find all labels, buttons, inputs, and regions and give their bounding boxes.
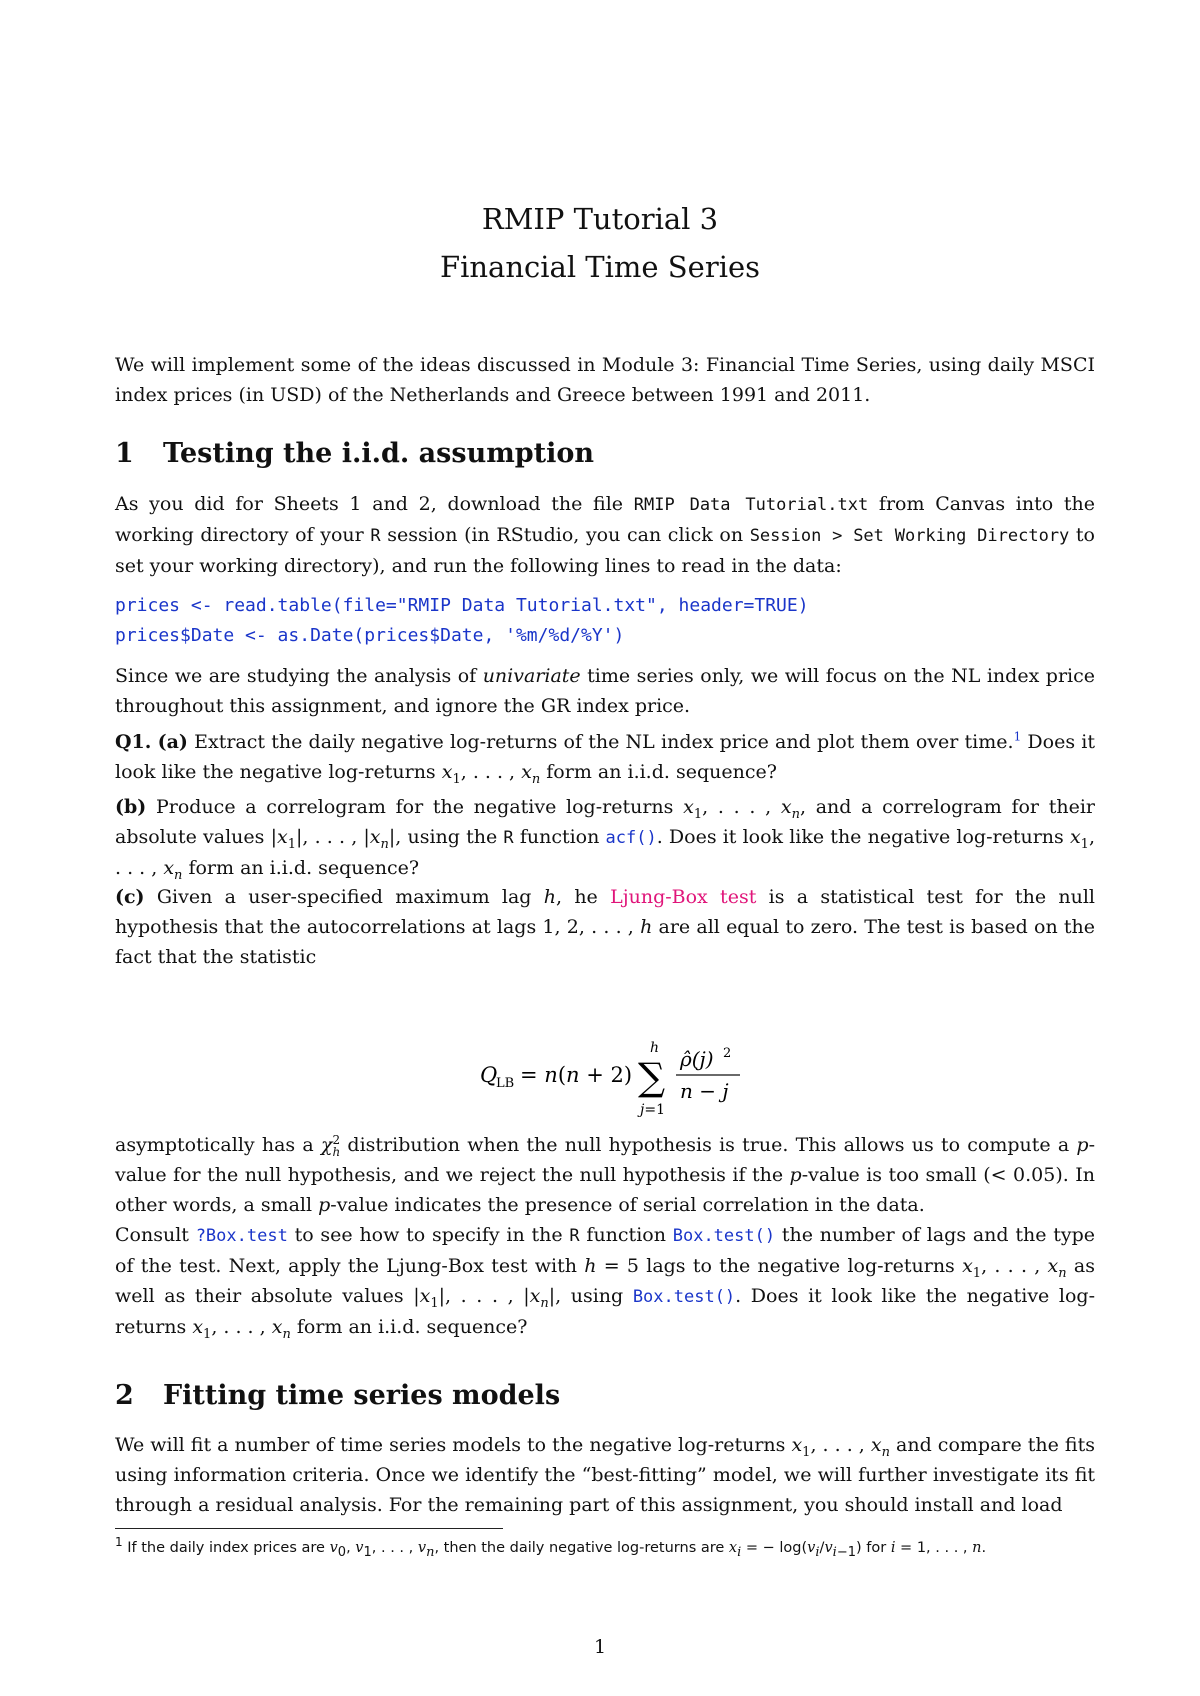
intro-line-1: We will implement some of the ideas discussed in Module 3: Financial Time Series, using daily MSCI (115, 354, 1095, 376)
document-subtitle: Financial Time Series (439, 250, 761, 284)
intro-line-2: index prices (in USD) of the Netherlands and Greece between 1991 and 2011. (115, 384, 871, 406)
footnote-link[interactable]: 1 (1013, 729, 1022, 744)
ljung-box-link[interactable]: Ljung-Box test (610, 886, 757, 908)
svg-text:2: 2 (723, 1046, 732, 1061)
rstudio-menu-path: Session > Set Working Directory (749, 526, 1070, 546)
data-file-name: RMIP Data Tutorial.txt (633, 495, 869, 515)
footnote: $^1$ If the daily index prices are v0, v1, . . . , vn, then the daily negative log-returns are xi = − log(vi/vi−1) for i = 1, . . . , n. (115, 1535, 987, 1560)
svg-text:Q: Q (480, 1063, 498, 1087)
question-1c: (c) Given a user-specified maximum lag h, he Ljung-Box test is a statistical test for the null hypothesis that the autocorrelations at lags 1, 2, . . . , h are all equal to zero. The test is based on the fact that the statistic (115, 886, 1096, 968)
box-test-function-link[interactable]: Box.test() (672, 1226, 776, 1246)
footnote-mark: 1 (115, 1535, 123, 1550)
section-1-number: 1 (115, 438, 134, 469)
box-test-function-link-2[interactable]: Box.test() (632, 1287, 736, 1307)
intro-paragraph (115, 350, 1095, 410)
section-1-heading (115, 438, 594, 469)
section-2-heading (115, 1380, 560, 1411)
r-code-block (115, 591, 809, 651)
document-title: RMIP Tutorial 3 (481, 202, 719, 236)
question-label: Q1. (115, 731, 152, 753)
section-1-paragraph-1: As you did for Sheets 1 and 2, download the file RMIP Data Tutorial.txt from Canvas into the working directory of your R session (in RStudio, you can click on Session > Set Working Directory to set your working directory), and run the following lines to read in the data: (115, 493, 1095, 577)
after-formula-paragraph: asymptotically has a χ 2 h distribution when the null hypothesis is true. This allows us to compute a p-value for the null hypothesis, and we reject the null hypothesis if the p-value is too small (< 0.05). In other words, a small p-value indicates the presence of serial correlation in the data. (115, 1133, 1095, 1216)
code-line-1: prices <- read.table(file="RMIP Data Tutorial.txt", header=TRUE) (115, 595, 809, 616)
section-2-paragraph-1: We will fit a number of time series models to the negative log-returns $x_1$, . . . , $x_n$ and compare the fits using information criteria. Once we identify the “best-fitting” model, we will further investigate its fit through a residual analysis. For the remaining part of this assignment, you should install and load (115, 1434, 1095, 1516)
consult-paragraph: Consult ?Box.test to see how to specify in the R function Box.test() the number of lags and the type of the test. Next, apply the Ljung-Box test with h = 5 lags to the negative log-returns $x_1$, . . . , $x_n$ as well as their absolute values $|x_1|$, . . . , $|x_n|$, using Box.test(). Does it look like the negative log-returns $x_1$, . . . , $x_n$ form an i.i.d. sequence? (115, 1224, 1096, 1342)
svg-text:h: h (650, 1040, 660, 1056)
section-2-number: 2 (115, 1380, 134, 1411)
svg-text:j=1: j=1 (640, 1102, 665, 1118)
question-1b: (b) Produce a correlogram for the negative log-returns $x_1$, . . . , $x_n$, and a correlogram for their absolute values $|x_1|$, . . . , $|x_n|$, using the R function acf(). Does it look like the negative log-returns $x_1$, . . . , $x_n$ form an i.i.d. sequence? (115, 796, 1095, 883)
svg-text:∑: ∑ (638, 1055, 666, 1099)
acf-function-link[interactable]: acf() (605, 828, 657, 848)
svg-text:n − j: n − j (680, 1079, 729, 1103)
box-test-help-link[interactable]: ?Box.test (195, 1226, 288, 1246)
section-1-title: Testing the i.i.d. assumption (163, 438, 595, 469)
page-number: 1 (593, 1636, 607, 1658)
section-1-paragraph-2: Since we are studying the analysis of univariate time series only, we will focus on the NL index price throughout this assignment, and ignore the GR index price. (115, 665, 1095, 717)
footnote-divider (115, 1528, 503, 1529)
code-line-2: prices$Date <- as.Date(prices$Date, '%m/%d/%Y') (115, 625, 625, 646)
svg-text:= n(n + 2): = n(n + 2) (520, 1063, 633, 1087)
section-2-title: Fitting time series models (163, 1380, 561, 1411)
question-1a: Q1. (a) Extract the daily negative log-returns of the NL index price and plot them over time.$^1$ Does it look like the negative log-returns $x_1$, . . . , $x_n$ form an i.i.d. sequence? (115, 729, 1095, 787)
svg-text:ρ̂(j): ρ̂(j) (680, 1047, 714, 1071)
ljung-box-formula (0, 1022, 1200, 1118)
svg-text:LB: LB (496, 1076, 515, 1091)
